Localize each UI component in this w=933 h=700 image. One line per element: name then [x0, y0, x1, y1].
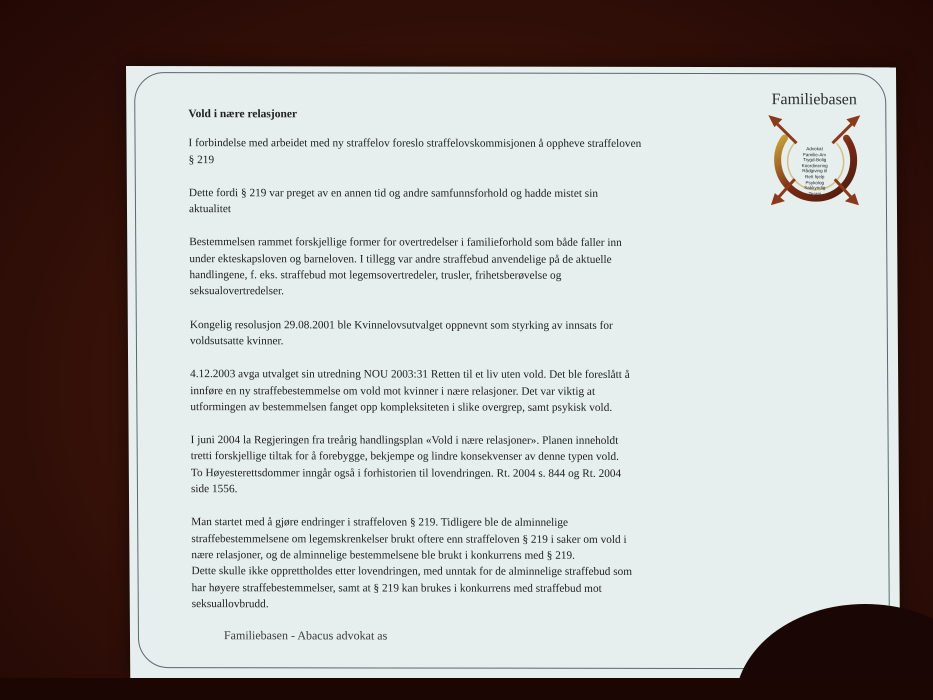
projected-slide [126, 66, 900, 679]
paragraph: I juni 2004 la Regjeringen fra treårig handlingsplan «Vold i nære relasjoner». Planen inneholdt tretti forskjellige tiltak for å forebygge, bekjempe og lindre konsekvenser av denne typen vold. To Høyesterettsdommer inngår også i forhistorien til lovendringen. Rt. 2004 s. 844 og Rt. 2004 side 1556. [190, 434, 622, 496]
logo-service-list [783, 146, 847, 196]
slide-body [188, 106, 712, 630]
paragraph: I forbindelse med arbeidet med ny straffelov foreslo straffelovskommisjonen å oppheve straffeloven § 219 [188, 137, 642, 166]
logo-line: Koordinering [801, 162, 828, 169]
paragraph: 4.12.2003 avga utvalget sin utredning NOU 2003:31 Retten til et liv uten vold. Det ble foreslått å innføre en ny straffebestemmelse om vold mot kvinner i nære relasjoner. Det var viktig at utformingen av bestemmelsen fanget opp kompleksiteten i slike overgrep, samt psykisk vold. [190, 368, 630, 414]
floor-shadow [0, 678, 933, 700]
paragraph: Bestemmelsen rammet forskjellige former for overtredelser i familieforhold som både faller inn under ekteskapsloven og barneloven. I tillegg var andre straffebud anvendelige på de aktuelle handlingene, f. eks. straffebud mot legemsovertredeler, trusler, frihetsberøvelse og seksualovertredelser. [189, 236, 622, 298]
logo-line: Rett hjelp [805, 174, 825, 180]
logo-line: Psykolog [805, 179, 825, 185]
slide-footer: Familiebasen - Abacus advokat as [223, 628, 388, 643]
logo-line: Rådgiving til [802, 168, 828, 174]
logo-line: Advokat [806, 146, 823, 152]
logo-line: Terapi [808, 190, 822, 196]
logo-line: Trygd-Bolig [802, 157, 827, 163]
logo-line: Familie-Arv [802, 151, 827, 157]
logo-line: Sakkyndig [804, 185, 826, 191]
slide-title: Vold i nære relasjoner [188, 108, 298, 121]
familiebasen-logo [754, 91, 875, 221]
paragraph: Kongelig resolusjon 29.08.2001 ble Kvinnelovsutvalget oppnevnt som styrking av innsats for voldsutsatte kvinner. [189, 318, 613, 348]
paragraph: Dette fordi § 219 var preget av en annen tid og andre samfunnsforhold og hadde mistet sin aktualitet [188, 187, 599, 216]
paragraph: Man startet med å gjøre endringer i straffeloven § 219. Tidligere ble de alminnelige straffebestemmelsene om legemskrenkelser brukt oftere enn straffeloven § 219 i saker om vold i nære relasjoner, og de alminnelige bestemmelsene ble brukt i konkurrens med § 219. Dette skulle ikke opprettholdes etter lovendringen, med unntak for de alminnelige straffebud som har høyere straffebestemmelser, samt at § 219 kan brukes i konkurrens med straffebud mot seksuallovbrudd. [191, 516, 633, 611]
logo-title: Familiebasen [771, 91, 857, 109]
